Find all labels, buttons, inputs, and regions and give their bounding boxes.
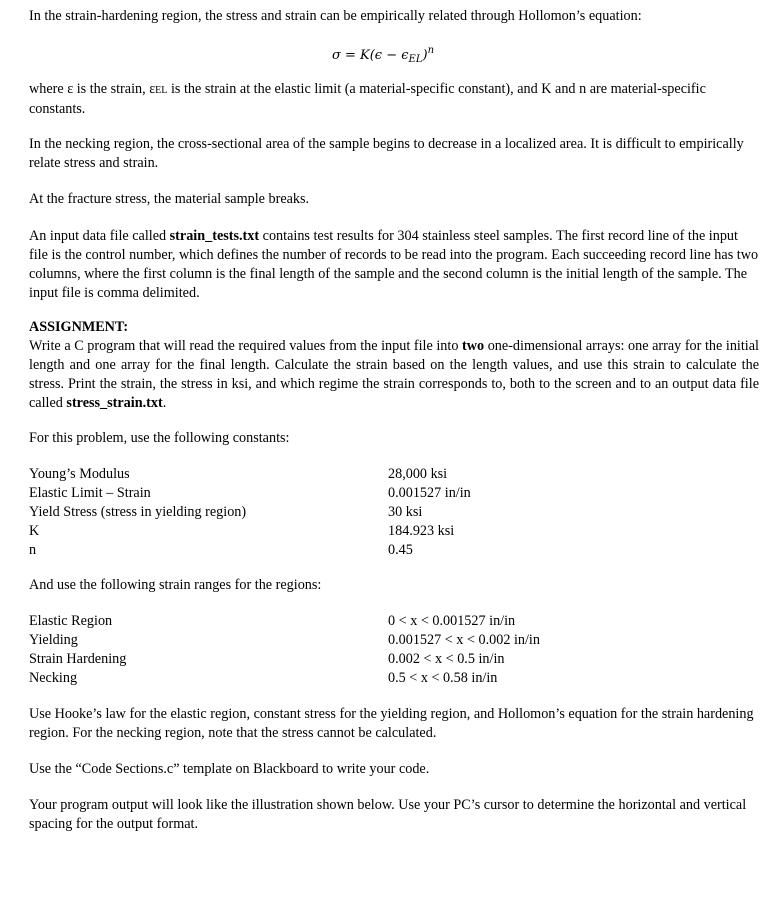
constants-table (29, 465, 688, 560)
constant-value: 28,000 ksi (388, 466, 448, 482)
assignment-text-1: Write a C program that will read the required values from the input file into (29, 338, 463, 354)
fracture-paragraph: At the fracture stress, the material sample breaks. (29, 191, 310, 207)
constant-value: 0.001527 in/in (388, 485, 471, 501)
where-text-2: is the strain at the elastic limit (a material-specific constant), and K and n are material-specific constants. (29, 81, 706, 117)
assignment-paragraph (29, 337, 759, 413)
constants-intro: For this problem, use the following constants: (29, 430, 290, 446)
constant-name: Elastic Limit – Strain (29, 485, 151, 501)
constant-value: 30 ksi (388, 504, 423, 520)
region-name: Yielding (29, 632, 78, 648)
constant-row (29, 522, 688, 541)
hollomon-equation (0, 41, 766, 69)
assignment-text-2: one-dimensional arrays: one array for the initial length and one array for the final length. Calculate the strain based on the length values, and use this strain to calculate the stress. Print the strain, the stress in ksi, and which regime the strain corresponds to, both to the screen and to an output data file called (29, 338, 759, 411)
region-name: Elastic Region (29, 613, 113, 629)
constant-row (29, 465, 688, 484)
template-paragraph: Use the “Code Sections.c” template on Blackboard to write your code. (29, 761, 430, 777)
assignment-bold-two: two (462, 338, 485, 354)
constant-name: n (29, 542, 37, 558)
constant-row (29, 484, 688, 503)
range-row (29, 631, 688, 650)
where-subscript: EL (155, 85, 168, 96)
input-text-2: contains test results for 304 stainless steel samples. The first record line of the input file is the control number, which defines the number of records to be read into the program. Each succeeding record line has two columns, where the first column is the final length of the sample and the second column is the initial length of the sample. The input file is comma delimited. (29, 228, 759, 301)
range-row (29, 612, 688, 631)
constant-row (29, 541, 688, 560)
constant-name: K (29, 523, 40, 539)
constant-value: 0.45 (388, 542, 413, 558)
output-file-name: stress_strain.txt (66, 395, 163, 411)
range-row (29, 669, 688, 688)
region-range: 0 < x < 0.001527 in/in (388, 613, 516, 629)
constant-name: Young’s Modulus (29, 466, 130, 482)
equation-subscript: EL (408, 54, 423, 65)
constant-value: 184.923 ksi (388, 523, 455, 539)
ranges-table (29, 612, 688, 688)
assignment-section (29, 318, 759, 413)
laws-paragraph: Use Hooke’s law for the elastic region, constant stress for the yielding region, and Hollomon’s equation for the strain hardening region. For the necking region, note that the stress cannot be calculated. (29, 706, 754, 741)
equation-rhs: ) (422, 48, 428, 63)
input-file-paragraph (29, 227, 759, 303)
input-file-name: strain_tests.txt (169, 228, 260, 244)
region-name: Strain Hardening (29, 651, 127, 667)
necking-paragraph: In the necking region, the cross-sectional area of the sample begins to decrease in a localized area. It is difficult to empirically relate stress and strain. (29, 136, 744, 171)
constant-name: Yield Stress (stress in yielding region) (29, 504, 247, 520)
input-text-1: An input data file called (29, 228, 170, 244)
equation-exponent: n (427, 45, 435, 56)
assignment-text-3: . (162, 395, 167, 411)
region-range: 0.001527 < x < 0.002 in/in (388, 632, 540, 648)
hollomon-intro: In the strain-hardening region, the stress and strain can be empirically related through Hollomon’s equation: (29, 8, 642, 24)
where-text-1: where ε is the strain, ε (29, 81, 156, 97)
region-name: Necking (29, 670, 78, 686)
range-row (29, 650, 688, 669)
region-range: 0.002 < x < 0.5 in/in (388, 651, 505, 667)
where-paragraph (29, 80, 759, 119)
ranges-intro: And use the following strain ranges for the regions: (29, 577, 322, 593)
assignment-heading: ASSIGNMENT: (29, 319, 129, 335)
region-range: 0.5 < x < 0.58 in/in (388, 670, 498, 686)
output-paragraph: Your program output will look like the illustration shown below. Use your PC’s cursor to determine the horizontal and vertical spacing for the output format. (29, 797, 747, 832)
constant-row (29, 503, 688, 522)
equation-lhs: σ = K(ϵ − ϵ (331, 48, 409, 63)
